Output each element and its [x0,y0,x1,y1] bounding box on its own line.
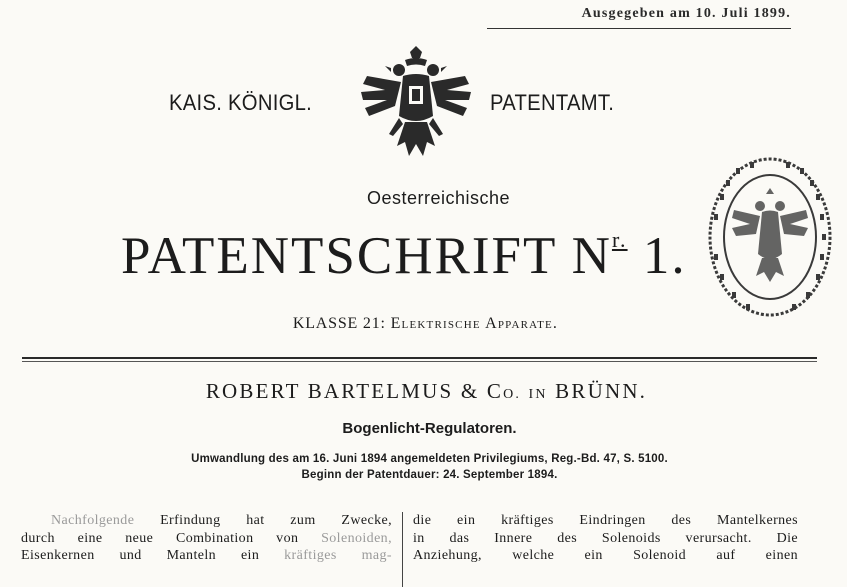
body-line: Nachfolgende Erfindung hat zum Zwecke, [51,513,392,528]
body-column-left [21,512,392,565]
country-heading: Oesterreichische [366,188,511,208]
library-stamp-icon [706,154,834,320]
body-line: die ein kräftiges Eindringen des Mantelkernes [413,513,798,528]
body-line: in das Innere des Solenoids verursacht. Die [413,530,798,546]
number-abbrev: r. [611,227,628,252]
issue-date: Ausgegeben am 10. Juli 1899. [581,6,791,21]
patent-subject: Bogenlicht-Regulatoren. [342,420,517,437]
class-label: KLASSE 21: [292,315,386,332]
body-line: Eisenkernen und Manteln ein kräftiges mag- [21,548,392,563]
section-divider-thin [22,361,817,362]
applicant-name: ROBERT BARTELMUS & C [205,379,504,403]
page-title [121,226,687,286]
office-name-left: KAIS. KÖNIGL. [169,90,313,115]
conversion-note: Umwandlung des am 16. Juni 1894 angemeldeten Privilegiums, Reg.-Bd. 47, S. 5100. [191,453,668,465]
title-text: PATENTSCHRIFT N [121,227,612,285]
double-headed-eagle-icon [355,46,478,160]
applicant-location-prefix: IN [528,387,548,402]
issue-date-rule [487,28,791,29]
body-column-right [413,512,798,565]
office-name-right: PATENTAMT. [490,90,615,115]
patent-number: 1. [642,227,687,285]
applicant-co: O. [503,387,522,402]
class-name: Elektrische Apparate. [390,315,559,332]
column-divider [402,512,403,587]
applicant-city: BRÜNN. [555,379,648,403]
patent-term-start: Beginn der Patentdauer: 24. September 1894. [301,469,558,481]
section-divider [22,357,817,359]
applicant [0,379,847,404]
patent-class [0,315,847,333]
body-line: durch eine neue Combination von Solenoiden, [21,530,392,546]
body-line: Anziehung, welche ein Solenoid auf einen [413,548,798,563]
